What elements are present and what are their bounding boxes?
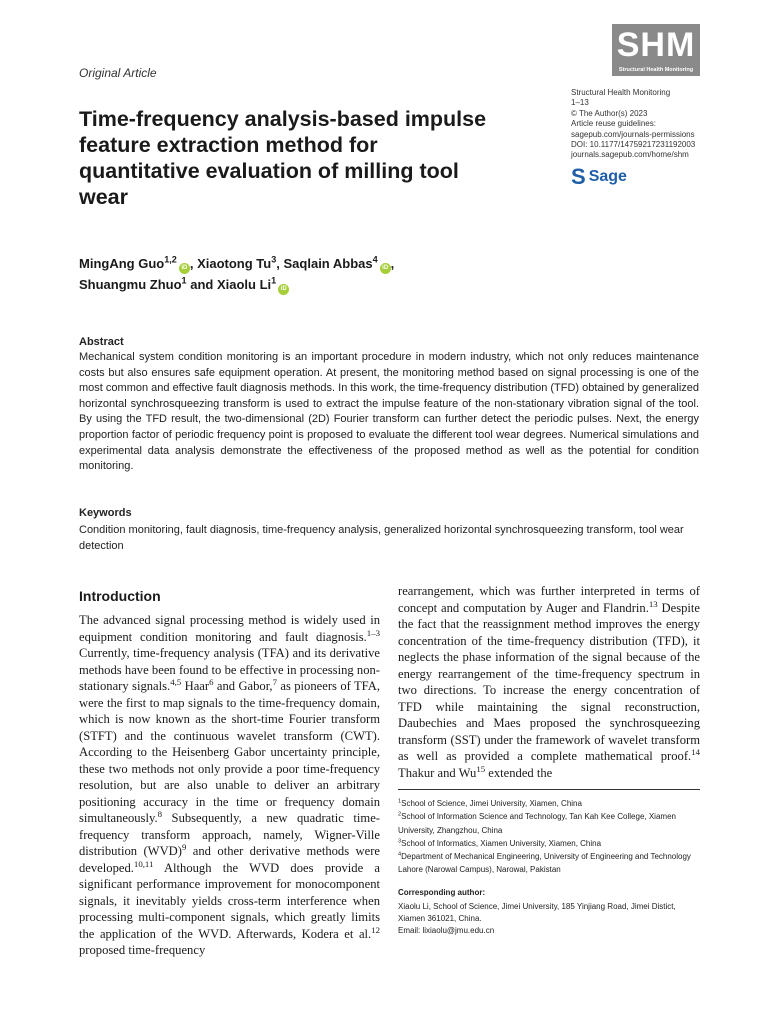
corresponding-email[interactable]: Email: lixiaolu@jmu.edu.cn	[398, 926, 495, 936]
page-range: 1–13	[571, 98, 589, 108]
author-name: and Xiaolu Li	[186, 277, 272, 292]
citation[interactable]: 14	[691, 746, 700, 757]
journal-meta	[571, 88, 695, 161]
author-name: Shuangmu Zhuo	[79, 277, 182, 292]
body-text: Haar	[181, 679, 210, 693]
body-text: and other derivative methods were developed.	[79, 844, 381, 875]
affiliation-number: 1	[398, 798, 402, 805]
affiliation-text: Department of Mechanical Engineering, University of Engineering and Technology Lahore (Narowal Campus), Narowal, Pakistan	[398, 852, 691, 875]
section-heading-introduction: Introduction	[79, 588, 161, 604]
affiliation-text: School of Science, Jimei University, Xiamen, China	[401, 799, 582, 808]
body-column-left	[79, 612, 380, 959]
affiliation-text: School of Informatics, Xiamen University, Xiamen, China	[401, 838, 602, 848]
journal-logo	[612, 24, 700, 76]
affiliation-text: School of Information Science and Technology, Tan Kah Kee College, Xiamen University, Zhangzhou, China	[398, 812, 676, 835]
author-affiliation-ref: 3	[271, 254, 277, 265]
affiliation-number: 4	[398, 851, 402, 858]
citation[interactable]: 7	[272, 676, 277, 687]
orcid-icon[interactable]: iD	[278, 284, 289, 295]
body-text: Although the WVD does provide a significant performance improvement for monocomponent signals, it inevitably yields cross-term interference when processing multi-component signals, which greatly limits the application of the WVD. Afterwards, Kodera et al.	[79, 860, 380, 941]
body-text: Currently, time-frequency analysis (TFA) and its derivative methods have been found to be effective in processing non-stationary signals.	[79, 646, 380, 693]
affiliation-item	[398, 850, 700, 877]
body-column-right	[398, 583, 700, 781]
abstract-heading: Abstract	[79, 336, 124, 348]
body-text: Subsequently, a new quadratic time-frequency transform approach, namely, Wigner-Ville distribution (WVD)	[79, 811, 380, 858]
author-name: , Xiaotong Tu	[189, 256, 272, 271]
author-name: , Saqlain Abbas	[276, 256, 373, 271]
keywords-text: Condition monitoring, fault diagnosis, time-frequency analysis, generalized horizontal synchrosqueezing transform, tool wear detection	[79, 524, 684, 552]
affiliations	[398, 797, 700, 877]
body-text: rearrangement, which was further interpreted in terms of concept and computation by Auger and Flandrin.	[398, 584, 700, 615]
keywords-heading: Keywords	[79, 507, 132, 519]
author-list	[79, 253, 679, 295]
citation[interactable]: 6	[209, 676, 214, 687]
journal-logo-acronym: SHM	[616, 26, 696, 64]
affiliation-item	[398, 837, 700, 850]
corresponding-author-details	[398, 901, 700, 938]
citation[interactable]: 9	[181, 841, 187, 852]
doi[interactable]: DOI: 10.1177/14759217231192003	[571, 140, 696, 150]
publisher-logo	[571, 166, 627, 188]
journal-logo-subtitle: Structural Health Monitoring	[618, 67, 694, 73]
body-text: as pioneers of TFA, were the first to map signals to the time-frequency domain, which is now known as the short-time Fourier transform (STFT) and the continuous wavelet transform (CWT). According to the Heisenberg Gabor uncertainty principle, these two methods not only provide a poor time-frequency resolution, but are also unable to deliver an arbitrary positioning accuracy in the time or frequency domain simultaneously.	[79, 679, 380, 825]
affiliation-item	[398, 797, 700, 810]
body-text: extended the	[485, 765, 553, 780]
author-affiliation-ref: 1	[181, 275, 187, 286]
copyright: © The Author(s) 2023	[571, 108, 648, 118]
citation[interactable]: 10,11	[133, 858, 154, 869]
affiliation-number: 3	[398, 838, 402, 845]
body-text: The advanced signal processing method is widely used in equipment condition monitoring and fault diagnosis.	[79, 613, 380, 644]
abstract-text: Mechanical system condition monitoring is an important procedure in modern industry, which not only reduces maintenance costs but also ensures safe equipment operation. At present, the monitoring method based on signal processing is one of the most common and effective fault diagnosis methods. In this work, the time-frequency distribution (TFD) obtained by generalized horizontal synchrosqueezing transform is used to extract the impulse feature of the non-stationary vibration signal of the tool. By using the TFD result, the two-dimensional (2D) Fourier transform can further detect the periodic pulses. Next, the energy proportion factor of periodic frequency point is proposed to evaluate the different tool wear degrees. Numerical simulations and experimental data analysis demonstrate the effectiveness of the proposed method as well as the potential for condition monitoring.	[79, 351, 699, 473]
body-text: proposed time-frequency	[79, 943, 206, 957]
corresponding-author-heading: Corresponding author:	[398, 888, 486, 897]
orcid-icon[interactable]: iD	[380, 263, 391, 274]
journal-name: Structural Health Monitoring	[571, 88, 671, 97]
publisher-name: Sage	[588, 168, 627, 185]
footnote-divider	[398, 789, 700, 790]
citation[interactable]: 13	[648, 598, 658, 609]
citation[interactable]: 1–3	[366, 627, 380, 638]
sage-s-icon: S	[571, 164, 586, 189]
affiliation-number: 2	[398, 811, 402, 818]
author-affiliation-ref: 4	[372, 254, 378, 265]
body-text: Thakur and Wu	[398, 765, 477, 780]
orcid-icon[interactable]: iD	[179, 263, 190, 274]
author-affiliation-ref: 1,2	[164, 254, 177, 265]
citation[interactable]: 12	[371, 924, 380, 935]
citation[interactable]: 15	[476, 763, 486, 774]
author-separator: ,	[390, 256, 395, 271]
affiliation-item	[398, 810, 700, 837]
body-text: and Gabor,	[213, 679, 273, 693]
corresponding-address: Xiaolu Li, School of Science, Jimei University, 185 Yinjiang Road, Jimei Distict, Xiamen 361021, China.	[398, 902, 676, 924]
citation[interactable]: 8	[157, 808, 162, 819]
citation[interactable]: 4,5	[170, 676, 182, 687]
body-text: Despite the fact that the reassignment method improves the energy concentration of the time-frequency distribution (TFD), it neglects the phase information of the signal because of the energy rearrangement of the time-frequency spectrum in two directions. To increase the energy concentration of TFD while maintaining the signal reconstruction, Daubechies and Maes proposed the synchrosqueezing transform (SST) under the framework of wavelet transform as well as provided a complete mathematical proof.	[398, 600, 700, 763]
journal-home-link[interactable]: journals.sagepub.com/home/shm	[571, 150, 689, 160]
article-type: Original Article	[79, 66, 157, 80]
author-affiliation-ref: 1	[271, 275, 277, 286]
article-title: Time-frequency analysis-based impulse feature extraction method for quantitative evaluation of milling tool wear	[79, 107, 487, 209]
author-name: MingAng Guo	[79, 256, 165, 271]
permissions-link[interactable]: sagepub.com/journals-permissions	[571, 129, 695, 139]
reuse-label: Article reuse guidelines:	[571, 119, 656, 129]
